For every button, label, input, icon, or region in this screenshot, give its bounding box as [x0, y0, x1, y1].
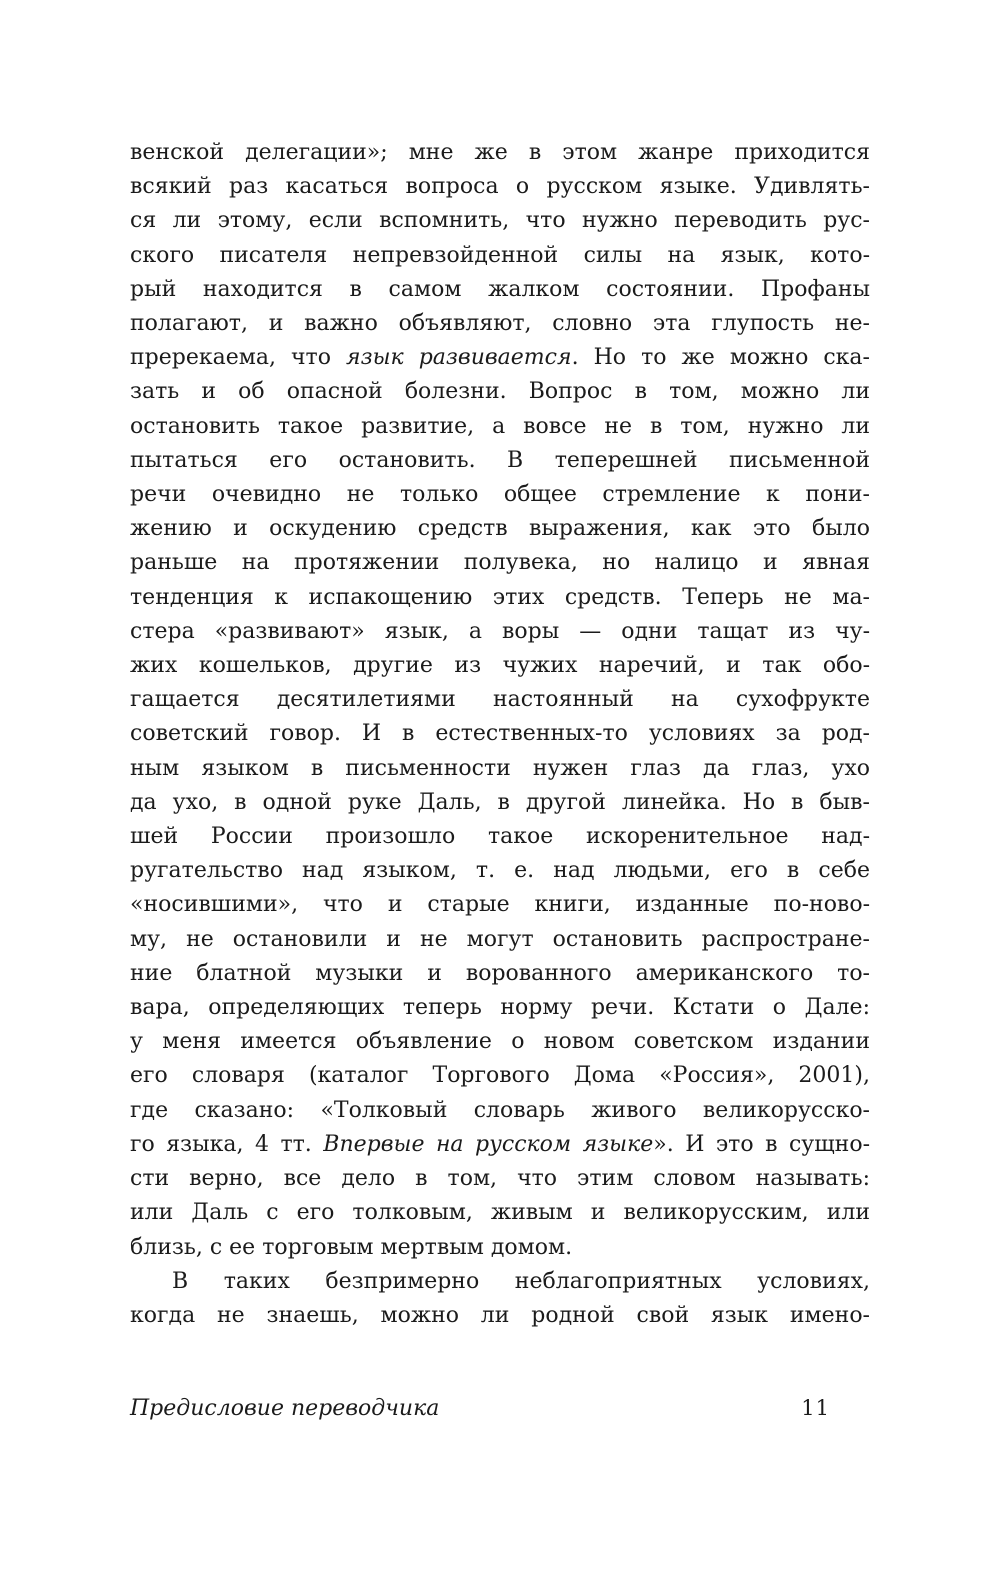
text-segment: близь, с ее торговым мертвым домом. — [130, 1234, 573, 1260]
text-line — [130, 991, 870, 1025]
text-line — [130, 546, 870, 580]
text-line — [130, 1162, 870, 1196]
text-line — [130, 683, 870, 717]
text-line — [130, 1196, 870, 1230]
text-segment: . Но то же можно ска- — [571, 345, 870, 371]
page-footer — [130, 1396, 870, 1421]
text-segment: полагают, и важно объявляют, словно эта глупость не- — [130, 311, 870, 337]
text-segment: всякий раз касаться вопроса о русском языке. Удивлять- — [130, 174, 870, 200]
text-segment: советский говор. И в естественных-то условиях за род- — [130, 721, 870, 747]
text-line — [130, 1231, 870, 1265]
text-segment: или Даль с его толковым, живым и великорусским, или — [130, 1200, 870, 1226]
text-line — [130, 820, 870, 854]
text-line — [130, 615, 870, 649]
text-segment: ругательство над языком, т. е. над людьми, его в себе — [130, 858, 870, 884]
text-segment: остановить такое развитие, а вовсе не в том, нужно ли — [130, 413, 870, 439]
text-line — [130, 649, 870, 683]
text-segment: В таких безпримерно неблагоприятных условиях, — [172, 1268, 870, 1294]
text-segment: речи очевидно не только общее стремление к пони- — [130, 482, 870, 508]
text-segment: венской делегации»; мне же в этом жанре приходится — [130, 140, 870, 165]
text-segment: раньше на протяжении полувека, но налицо и явная — [130, 550, 870, 576]
text-segment: когда не знаешь, можно ли родной свой язык имено- — [130, 1302, 870, 1328]
page-number: 11 — [801, 1396, 830, 1420]
text-segment: его словаря (каталог Торгового Дома «Россия», 2001), — [130, 1063, 870, 1089]
text-segment: «носившими», что и старые книги, изданные по-ново- — [130, 892, 870, 918]
italic-text-segment: язык развивается — [346, 345, 572, 371]
text-line — [130, 1025, 870, 1059]
text-segment: шей России произошло такое искоренительное над- — [130, 824, 870, 850]
text-line — [130, 1059, 870, 1093]
text-segment: ского писателя непревзойденной силы на язык, кото- — [130, 242, 870, 268]
text-line — [130, 1265, 870, 1299]
text-segment: пытаться его остановить. В теперешней письменной — [130, 447, 870, 473]
text-line — [130, 478, 870, 512]
footer-running-title: Предисловие переводчика — [130, 1396, 440, 1421]
text-segment: вара, определяющих теперь норму речи. Кстати о Дале: — [130, 995, 870, 1021]
text-segment: пререкаема, что — [130, 345, 347, 371]
text-line — [130, 273, 870, 307]
text-block — [130, 136, 870, 1333]
text-segment: у меня имеется объявление о новом советском издании — [130, 1029, 870, 1055]
text-line — [130, 957, 870, 991]
text-line — [130, 854, 870, 888]
text-line — [130, 375, 870, 409]
text-segment: жению и оскудению средств выражения, как это было — [130, 516, 870, 542]
text-line — [130, 717, 870, 751]
text-line — [130, 136, 870, 170]
text-line — [130, 204, 870, 238]
text-line — [130, 581, 870, 615]
text-line — [130, 170, 870, 204]
text-segment: гащается десятилетиями настоянный на сухофрукте — [130, 687, 870, 713]
text-segment: жих кошельков, другие из чужих наречий, и так обо- — [130, 653, 870, 679]
text-line — [130, 888, 870, 922]
text-segment: ным языком в письменности нужен глаз да глаз, ухо — [130, 755, 870, 781]
text-segment: рый находится в самом жалком состоянии. Профаны — [130, 276, 870, 302]
text-line — [130, 1128, 870, 1162]
text-line — [130, 410, 870, 444]
text-line — [130, 752, 870, 786]
text-line — [130, 1094, 870, 1128]
text-line — [130, 444, 870, 478]
text-segment: тенденция к испакощению этих средств. Теперь не ма- — [130, 584, 870, 610]
text-line — [130, 1299, 870, 1333]
text-line — [130, 307, 870, 341]
text-segment: ние блатной музыки и ворованного американского то- — [130, 960, 870, 986]
text-segment: сти верно, все дело в том, что этим словом называть: — [130, 1166, 870, 1192]
text-segment: ся ли этому, если вспомнить, что нужно переводить рус- — [130, 208, 870, 234]
text-segment: му, не остановили и не могут остановить распростране- — [130, 926, 870, 952]
italic-text-segment: Впервые на русском языке — [323, 1131, 654, 1157]
text-segment: где сказано: «Толковый словарь живого великорусско- — [130, 1097, 870, 1123]
text-line — [130, 786, 870, 820]
text-line — [130, 341, 870, 375]
text-line — [130, 512, 870, 546]
text-segment: зать и об опасной болезни. Вопрос в том, можно ли — [130, 379, 870, 405]
text-segment: го языка, 4 тт. — [130, 1131, 324, 1157]
text-segment: ». И это в сущно- — [653, 1131, 871, 1157]
text-line — [130, 239, 870, 273]
text-segment: да ухо, в одной руке Даль, в другой линейка. Но в быв- — [130, 789, 870, 815]
text-segment: стера «развивают» язык, а воры — одни тащат из чу- — [130, 618, 870, 644]
text-line — [130, 923, 870, 957]
